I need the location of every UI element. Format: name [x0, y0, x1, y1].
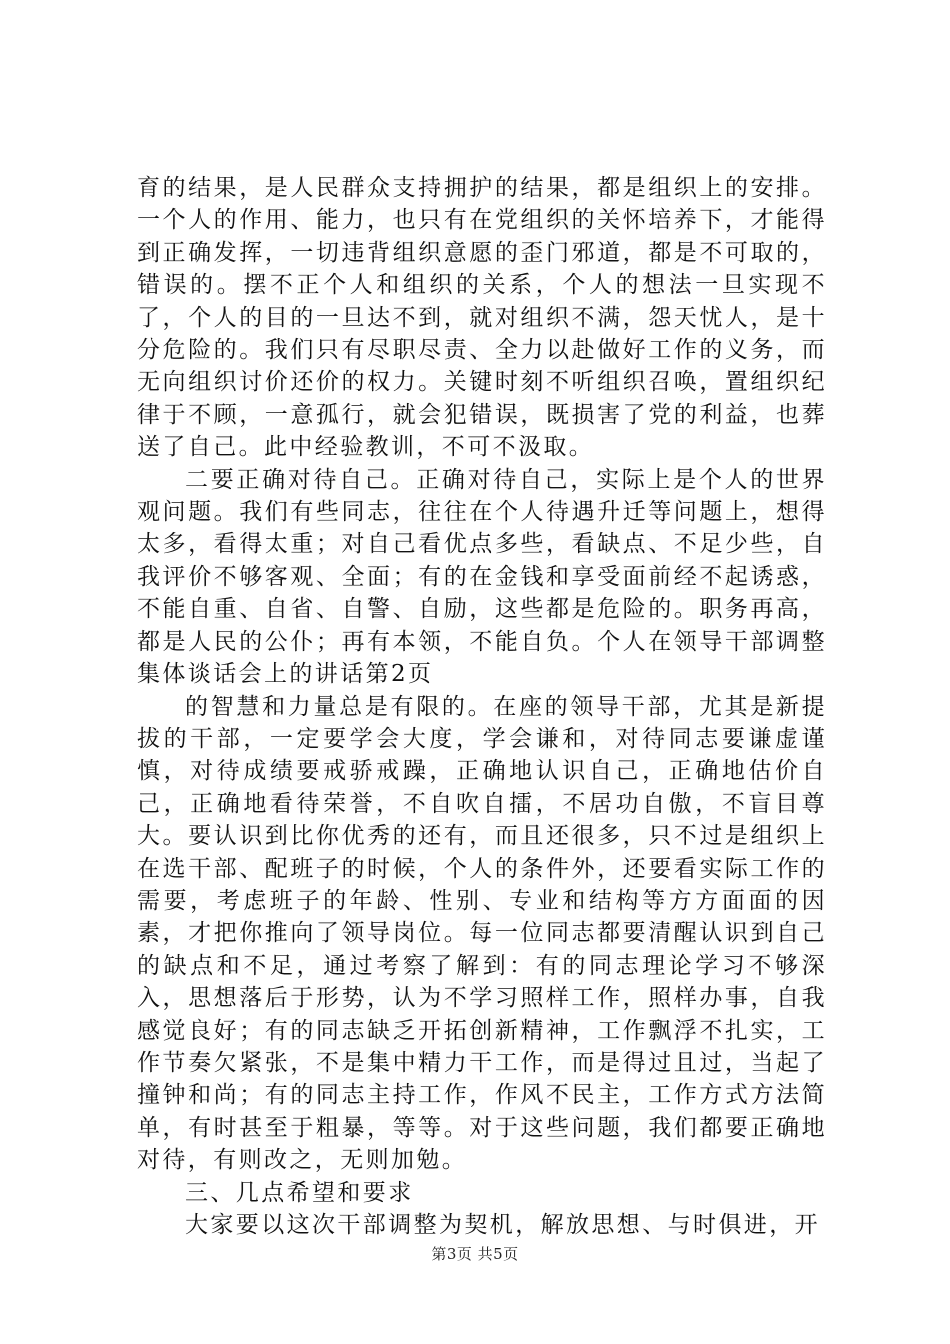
- paragraph-opportunity: 大家要以这次干部调整为契机，解放思想、与时俱进，开: [185, 1212, 820, 1238]
- page-footer: 第3页 共5页: [431, 1245, 519, 1263]
- section-heading-hopes: 三、几点希望和要求: [185, 1179, 414, 1206]
- document-body: [137, 172, 827, 1241]
- paragraph-wisdom-limited: 的智慧和力量总是有限的。在座的领导干部，尤其是新提拔的干部，一定要学会大度，学会谦和，对待同志要谦虚谨慎，对待成绩要戒骄戒躁，正确地认识自己，正确地估价自己，正确地看待荣誉，不自吹自擂，不居功自傲，不盲目尊大。要认识到比你优秀的还有，而且还很多，只不过是组织上在选干部、配班子的时候，个人的条件外，还要看实际工作的需要，考虑班子的年龄、性别、专业和结构等方方面面的因素，才把你推向了领导岗位。每一位同志都要清醒认识到自己的缺点和不足，通过考察了解到：有的同志理论学习不够深入，思想落后于形势，认为不学习照样工作，照样办事，自我感觉良好；有的同志缺乏开拓创新精神，工作飘浮不扎实，工作节奏欠紧张，不是集中精力干工作，而是得过且过，当起了撞钟和尚；有的同志主持工作，作风不民主，工作方式方法简单，有时甚至于粗暴，等等。对于这些问题，我们都要正确地对待，有则改之，无则加勉。: [137, 693, 827, 1174]
- paragraph-continuation: 育的结果，是人民群众支持拥护的结果，都是组织上的安排。一个人的作用、能力，也只有在党组织的关怀培养下，才能得到正确发挥，一切违背组织意愿的歪门邪道，都是不可取的，错误的。摆不正个人和组织的关系，个人的想法一旦实现不了，个人的目的一旦达不到，就对组织不满，怨天忧人，是十分危险的。我们只有尽职尽责、全力以赴做好工作的义务，而无向组织讨价还价的权力。关键时刻不听组织召唤，置组织纪律于不顾，一意孤行，就会犯错误，既损害了党的利益，也葬送了自己。此中经验教训，不可不汲取。: [137, 175, 827, 461]
- paragraph-treat-self: 二要正确对待自己。正确对待自己，实际上是个人的世界观问题。我们有些同志，往往在个人待遇升迁等问题上，想得太多，看得太重；对自己看优点多些，看缺点、不足少些，自我评价不够客观、全面；有的在金钱和享受面前经不起诱惑，不能自重、自省、自警、自励，这些都是危险的。职务再高，都是人民的公仆；再有本领，不能自负。个人在领导干部调整集体谈话会上的讲话第2页: [137, 466, 827, 688]
